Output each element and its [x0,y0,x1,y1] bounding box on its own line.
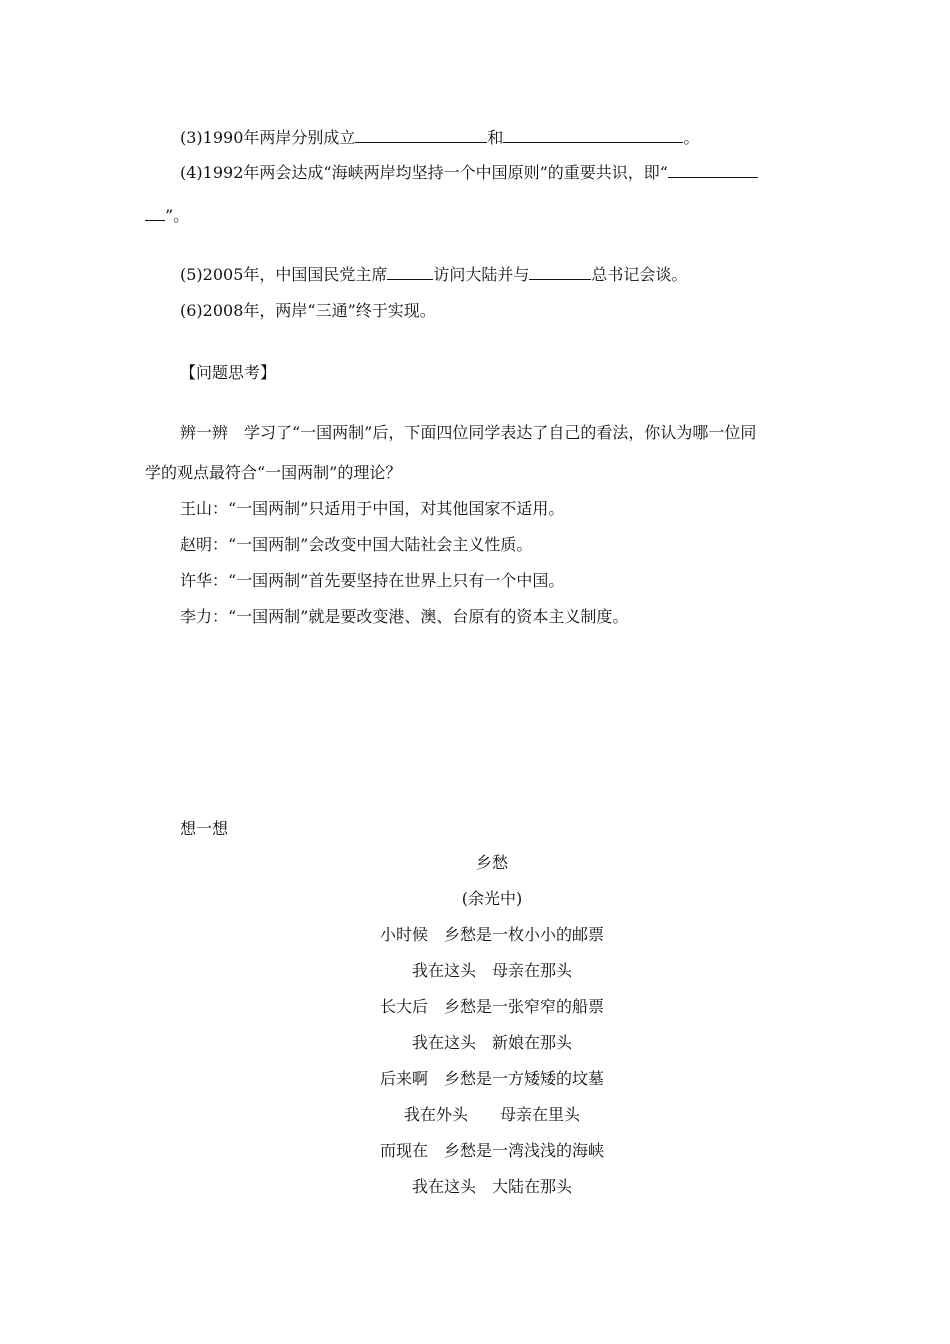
blank-field [145,206,165,221]
question-4-suffix: ”。 [165,206,190,225]
question-5-suffix: 总书记会谈。 [591,265,688,284]
opinion-item: 王山：“一国两制”只适用于中国，对其他国家不适用。 [180,499,565,518]
blank-field [503,128,683,143]
poem-line: 我在这头 母亲在那头 [411,961,572,980]
question-6: (6)2008年，两岸“三通”终于实现。 [180,301,436,320]
discuss-line-1: 辨一辨 学习了“一国两制”后，下面四位同学表达了自己的看法，你认为哪一位同 [180,423,757,442]
poem-line: 后来啊 乡愁是一方矮矮的坟墓 [379,1069,604,1088]
blank-field [529,265,591,280]
poem-line: 而现在 乡愁是一湾浅浅的海峡 [379,1141,604,1160]
question-4-text: (4)1992年两会达成“海峡两岸均坚持一个中国原则”的重要共识，即“ [180,163,668,182]
poem-author: (余光中) [461,889,523,908]
opinion-item: 许华：“一国两制”首先要坚持在世界上只有一个中国。 [180,571,565,590]
question-3-mid: 和 [487,128,504,147]
question-3-prefix: (3)1990年两岸分别成立 [180,128,356,147]
opinion-item: 李力：“一国两制”就是要改变港、澳、台原有的资本主义制度。 [180,607,629,626]
opinion-item: 赵明：“一国两制”会改变中国大陆社会主义性质。 [180,535,533,554]
question-4-line1 [180,162,758,184]
question-5-mid: 访问大陆并与 [433,265,530,284]
poem-line: 长大后 乡愁是一张窄窄的船票 [379,997,604,1016]
question-4-line2 [145,205,189,227]
poem-line: 小时候 乡愁是一枚小小的邮票 [379,925,604,944]
question-3 [180,127,699,149]
blank-field [387,265,433,280]
question-5 [180,264,687,286]
question-3-suffix: 。 [683,128,700,147]
question-5-prefix: (5)2005年，中国国民党主席 [180,265,388,284]
blank-field [355,128,487,143]
poem-line: 我在这头 新娘在那头 [411,1033,572,1052]
blank-field [668,163,758,178]
poem-title: 乡愁 [475,853,508,872]
poem-line: 我在这头 大陆在那头 [411,1177,572,1196]
section-heading: 【问题思考】 [180,363,277,382]
think-label: 想一想 [180,819,229,838]
poem-line: 我在外头 母亲在里头 [403,1105,580,1124]
discuss-line-2: 学的观点最符合“一国两制”的理论？ [145,463,402,482]
